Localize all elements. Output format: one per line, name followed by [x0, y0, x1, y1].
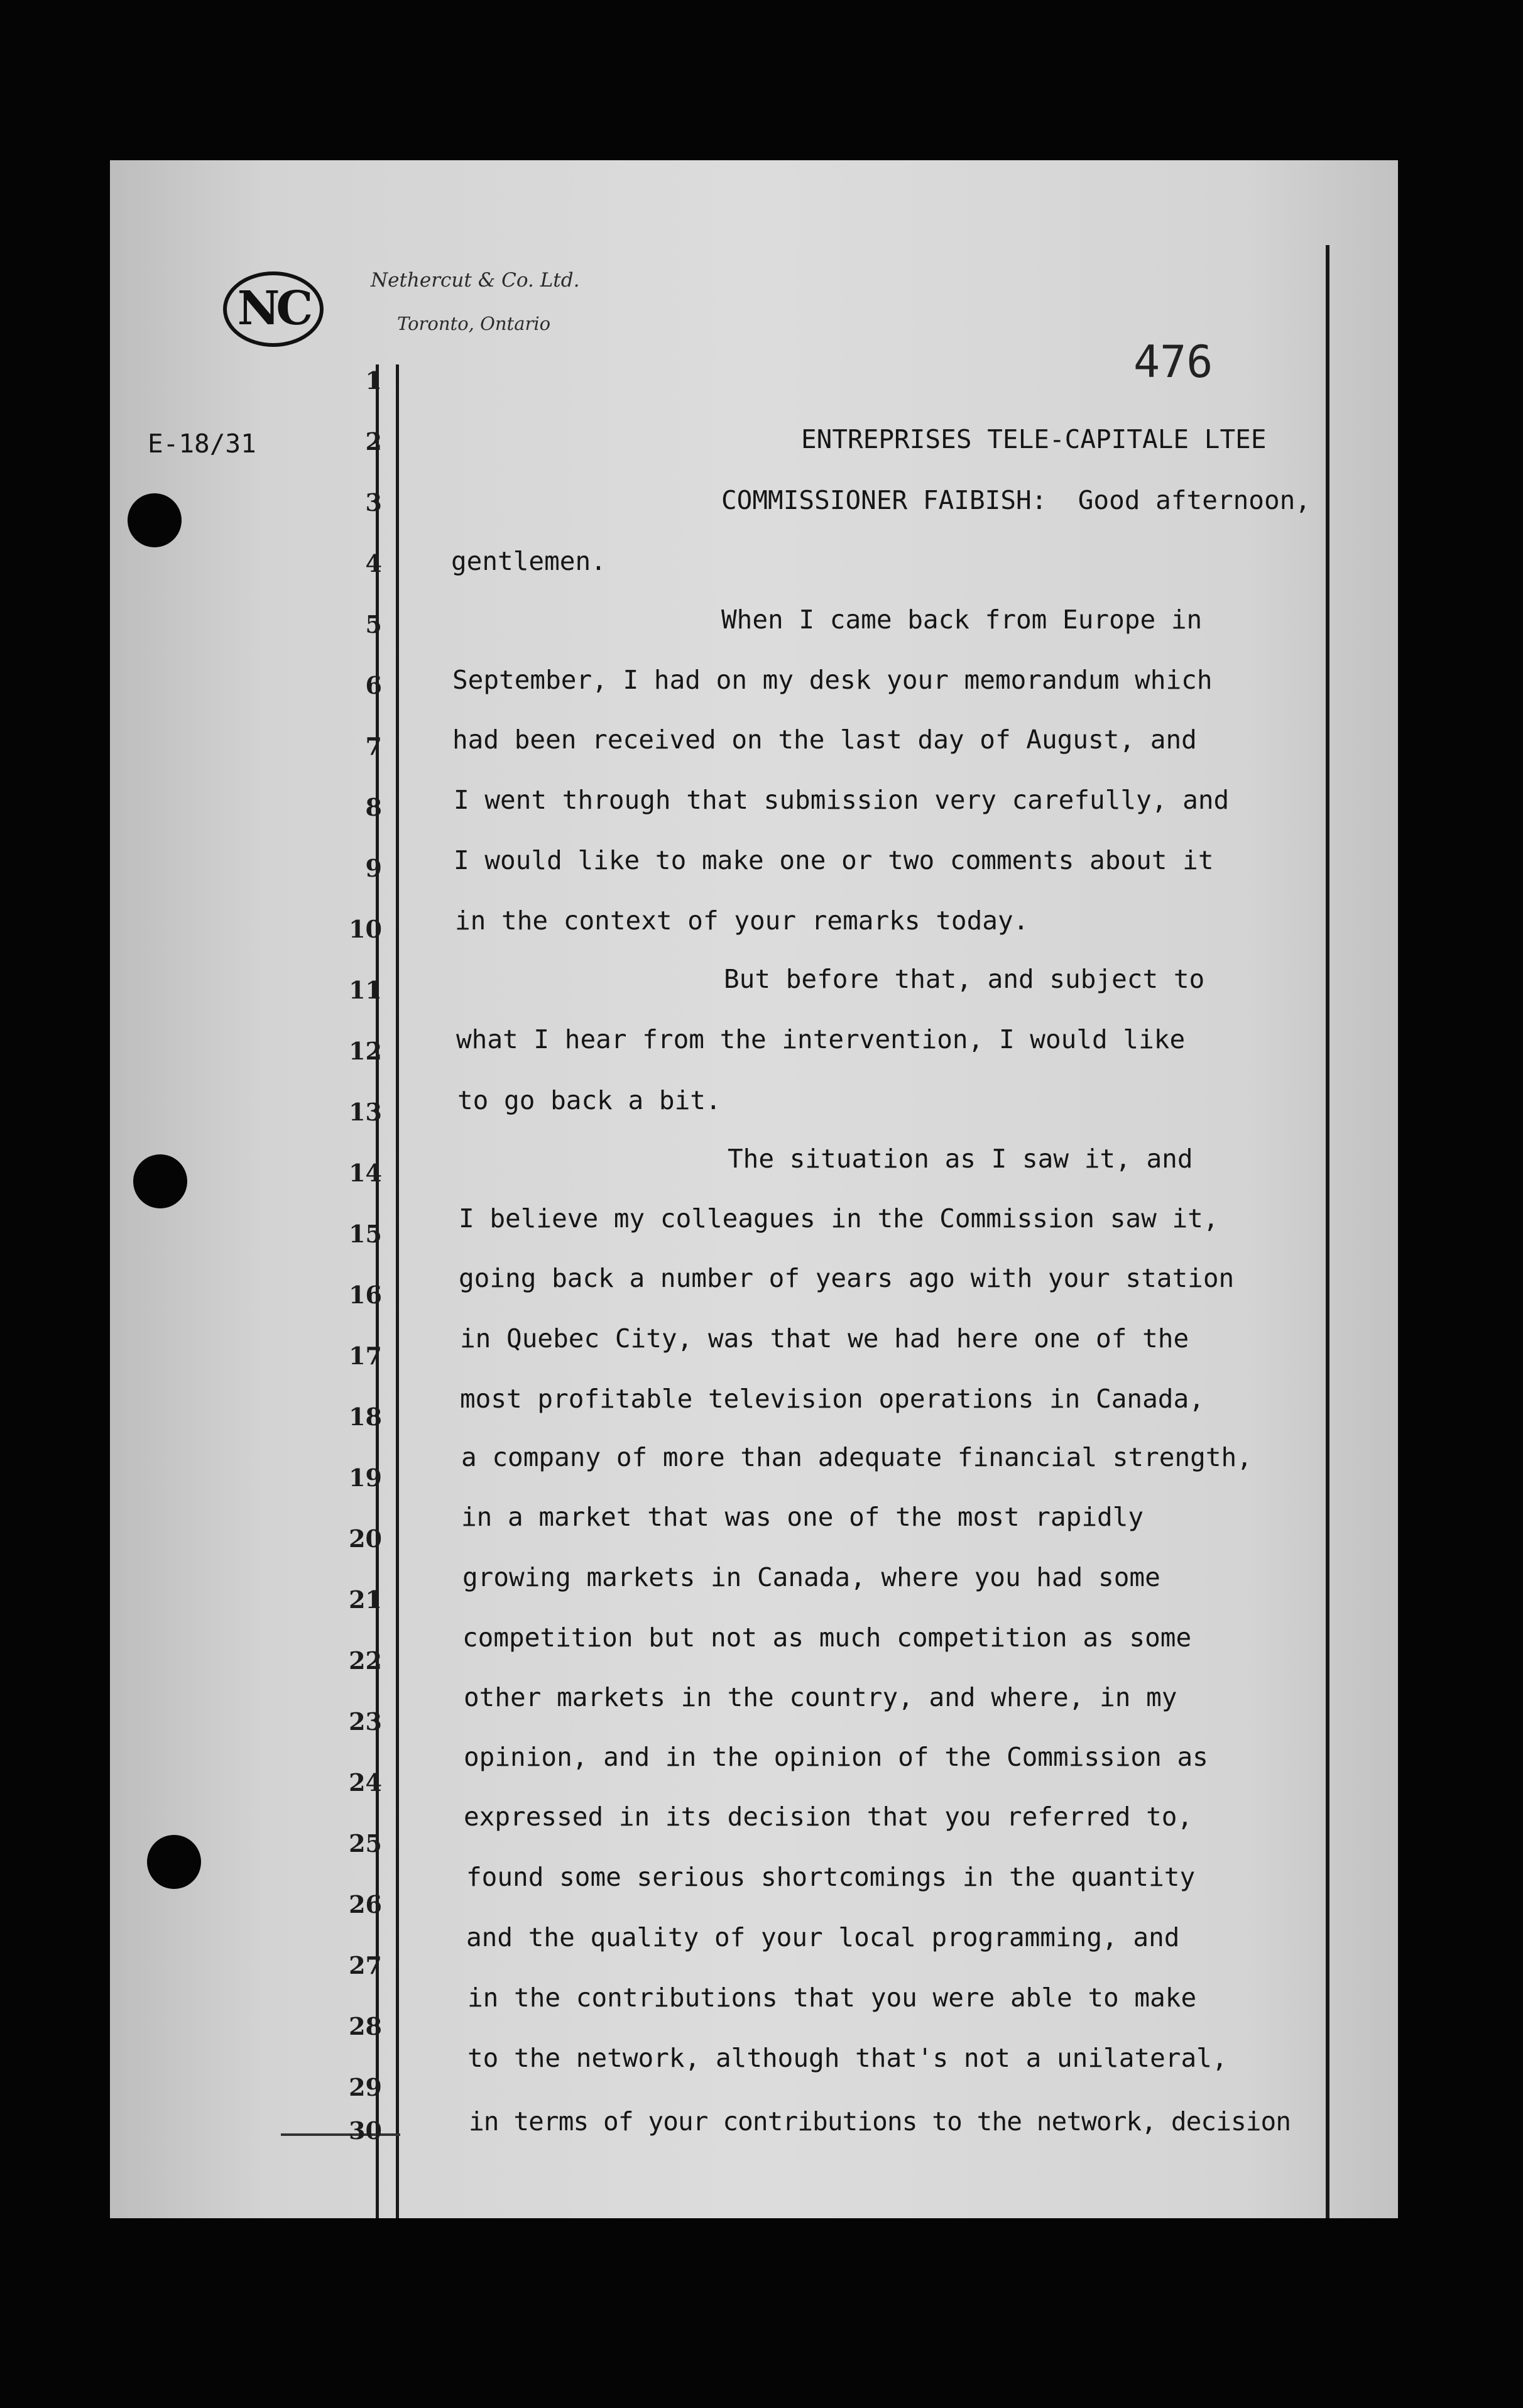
line-number: 21 [349, 1585, 382, 1614]
transcript-line: a company of more than adequate financial strength, [461, 1442, 1252, 1472]
transcript-line: had been received on the last day of August, and [452, 725, 1197, 755]
transcript-line: what I hear from the intervention, I would like [456, 1024, 1186, 1054]
line-number: 14 [349, 1159, 382, 1187]
line-number: 16 [349, 1281, 382, 1309]
punch-hole-top [128, 493, 182, 547]
transcript-line: September, I had on my desk your memorandum which [452, 665, 1213, 695]
line-number: 9 [365, 854, 382, 882]
page-number: 476 [1133, 336, 1213, 388]
line-number: 17 [349, 1342, 382, 1370]
line-number: 22 [349, 1646, 382, 1675]
line-number: 30 [349, 2116, 382, 2145]
transcript-heading: ENTREPRISES TELE-CAPITALE LTEE [801, 424, 1267, 454]
line-number: 28 [349, 2012, 382, 2040]
transcript-line: I believe my colleagues in the Commission saw it, [459, 1203, 1219, 1234]
transcript-line: to the network, although that's not a unilateral, [467, 2043, 1228, 2073]
transcript-line: growing markets in Canada, where you had some [462, 1562, 1160, 1592]
company-city: Toronto, Ontario [397, 313, 551, 334]
company-logo: NC [223, 271, 324, 347]
line-number: 18 [349, 1403, 382, 1431]
line-number: 15 [349, 1220, 382, 1248]
line-number: 24 [349, 1768, 382, 1797]
transcript-page [110, 160, 1398, 2218]
line-number: 3 [365, 488, 382, 517]
page-edge-shadow [1326, 245, 1329, 2218]
transcript-line: I went through that submission very carefully, and [454, 785, 1230, 815]
line-number: 23 [349, 1707, 382, 1736]
line-number: 12 [349, 1037, 382, 1065]
transcript-line: found some serious shortcomings in the quantity [466, 1862, 1196, 1892]
punch-hole-bottom [147, 1835, 201, 1889]
line-number: 6 [365, 671, 382, 699]
transcript-line: in Quebec City, was that we had here one of the [460, 1323, 1189, 1354]
line-number: 10 [349, 915, 382, 943]
transcript-line: The situation as I saw it, and [728, 1144, 1193, 1174]
line-number: 25 [349, 1829, 382, 1858]
line-number: 7 [365, 732, 382, 760]
line-number: 5 [365, 610, 382, 638]
transcript-line: in the contributions that you were able to make [467, 1983, 1197, 2013]
punch-hole-middle [133, 1154, 187, 1208]
line-number: 19 [349, 1464, 382, 1492]
line-number: 27 [349, 1951, 382, 1979]
line-number: 2 [365, 427, 382, 456]
transcript-line: most profitable television operations in Canada, [460, 1384, 1204, 1414]
margin-rule-right [396, 364, 399, 2218]
transcript-line: in terms of your contributions to the network, decision [469, 2106, 1291, 2137]
transcript-line: other markets in the country, and where, in my [464, 1682, 1177, 1712]
line-number: 1 [365, 366, 382, 395]
transcript-line: going back a number of years ago with your station [459, 1263, 1235, 1293]
transcript-line: expressed in its decision that you referred to, [464, 1802, 1193, 1832]
transcript-line: gentlemen. [451, 546, 606, 576]
transcript-line: I would like to make one or two comments about it [454, 845, 1214, 875]
transcript-line: But before that, and subject to [724, 964, 1205, 994]
company-name: Nethercut & Co. Ltd. [371, 269, 580, 292]
line-number: 13 [349, 1098, 382, 1126]
line-number: 26 [349, 1890, 382, 1918]
line-number: 4 [365, 549, 382, 577]
transcript-line: to go back a bit. [457, 1085, 721, 1115]
transcript-line: in a market that was one of the most rapidly [461, 1502, 1144, 1532]
transcript-line: COMMISSIONER FAIBISH: Good afternoon, [721, 485, 1311, 515]
transcript-line: and the quality of your local programming, and [466, 1922, 1180, 1952]
line-number: 20 [349, 1524, 382, 1553]
line-number: 8 [365, 793, 382, 821]
line-number: 29 [349, 2073, 382, 2101]
transcript-line: competition but not as much competition as some [462, 1623, 1192, 1653]
transcript-line: opinion, and in the opinion of the Commission as [464, 1742, 1208, 1772]
transcript-line: When I came back from Europe in [721, 605, 1203, 635]
exhibit-reference: E-18/31 [148, 429, 256, 459]
transcript-line: in the context of your remarks today. [455, 906, 1029, 936]
line-number: 11 [349, 976, 382, 1004]
